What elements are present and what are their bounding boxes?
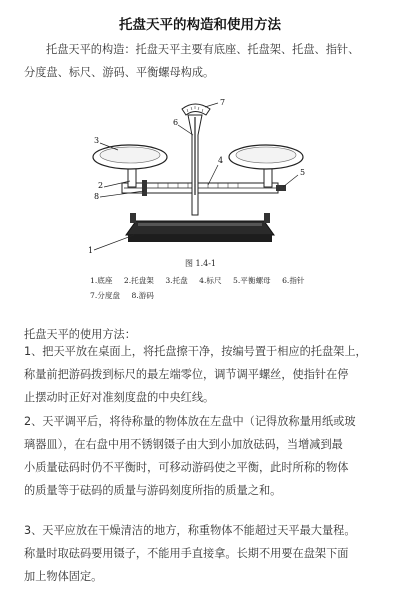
balance-figure bbox=[78, 95, 323, 305]
legend-item: 4.标尺 bbox=[199, 276, 222, 285]
legend-item: 1.底座 bbox=[90, 276, 113, 285]
callout-6: 6 bbox=[173, 118, 179, 127]
step-line: 小质量砝码时仍不平衡时，可移动游码使之平衡，此时所称的物体 bbox=[24, 461, 349, 474]
legend-item: 5.平衡螺母 bbox=[233, 276, 271, 285]
legend-item: 8.游码 bbox=[131, 291, 154, 300]
intro-paragraph bbox=[24, 38, 386, 84]
intro-line: 分度盘、标尺、游码、平衡螺母构成。 bbox=[24, 66, 215, 79]
step-line: 1、把天平放在桌面上，将托盘擦干净，按编号置于相应的托盘架上， bbox=[24, 345, 367, 358]
step-line: 称量前把游码拨到标尺的最左端零位，调节调平螺丝，使指针在停 bbox=[24, 368, 349, 381]
callout-7: 7 bbox=[220, 98, 226, 107]
callout-8: 8 bbox=[94, 192, 100, 201]
intro-line: 托盘天平的构造：托盘天平主要有底座、托盘架、托盘、指针、 bbox=[46, 43, 360, 56]
step-line: 加上物体固定。 bbox=[24, 570, 103, 583]
step-2 bbox=[24, 410, 386, 502]
figure-caption: 图 1.4-1 bbox=[184, 259, 217, 268]
callout-2: 2 bbox=[98, 181, 104, 190]
step-line: 2、天平调平后，将待称量的物体放在左盘中（记得放称量用纸或玻 bbox=[24, 415, 356, 428]
step-line: 璃器皿），在右盘中用不锈钢镊子由大到小加放砝码，当增减到最 bbox=[24, 438, 343, 451]
callout-3: 3 bbox=[94, 136, 100, 145]
page-title: 托盘天平的构造和使用方法 bbox=[119, 17, 281, 33]
legend-item: 2.托盘架 bbox=[123, 276, 154, 285]
legend-item: 7.分度盘 bbox=[90, 291, 121, 300]
legend-item: 3.托盘 bbox=[165, 276, 188, 285]
step-line: 称量时取砝码要用镊子，不能用手直接拿。长期不用要在盘架下面 bbox=[24, 547, 349, 560]
legend-item: 6.指针 bbox=[282, 276, 305, 285]
legend-row bbox=[90, 273, 320, 288]
usage-heading: 托盘天平的使用方法： bbox=[24, 328, 136, 341]
callout-5: 5 bbox=[300, 168, 306, 177]
legend-row bbox=[90, 288, 320, 303]
figure-legend bbox=[90, 273, 320, 303]
callout-4: 4 bbox=[218, 156, 224, 165]
callout-1: 1 bbox=[88, 246, 94, 255]
step-3 bbox=[24, 519, 386, 588]
balance-illustration bbox=[78, 95, 323, 255]
step-1 bbox=[24, 340, 386, 409]
step-line: 3、天平应放在干燥清洁的地方，称重物体不能超过天平最大量程。 bbox=[24, 524, 356, 537]
step-line: 的质量等于砝码的质量与游码刻度所指的质量之和。 bbox=[24, 484, 282, 497]
rider bbox=[142, 180, 147, 196]
step-line: 止摆动时正好对准刻度盘的中央红线。 bbox=[24, 391, 215, 404]
